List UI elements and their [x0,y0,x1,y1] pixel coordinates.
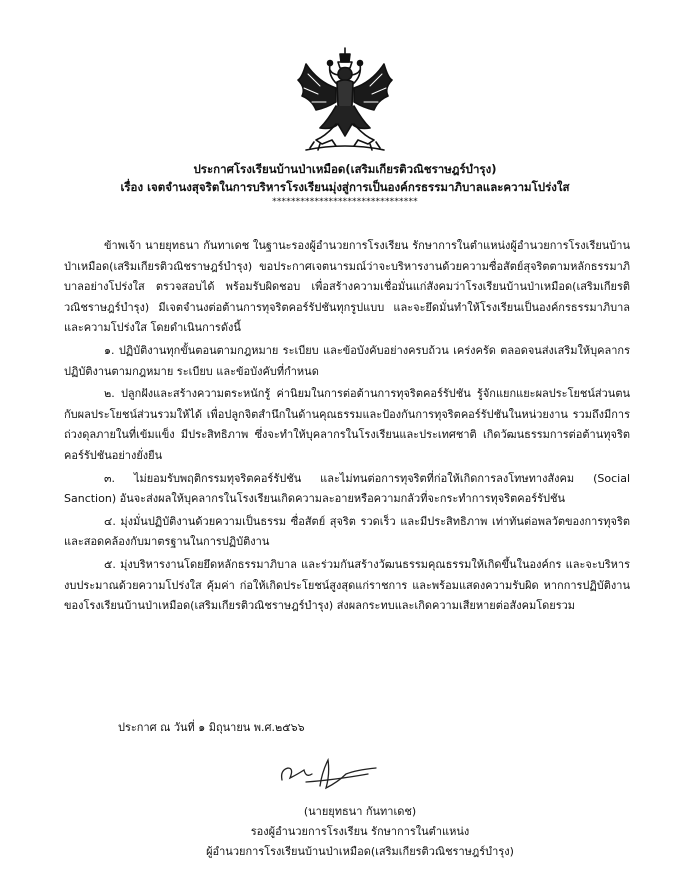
announcement-date: ประกาศ ณ วันที่ ๑ มิถุนายน พ.ศ.๒๕๖๖ [118,721,305,734]
signer-name: (นายยุทธนา กันทาเดช) [303,805,417,818]
signer-position: รองผู้อำนวยการโรงเรียน รักษาการในตำแหน่ง [250,825,470,838]
title-separator: ******************************* [272,197,418,207]
intro-paragraph: ข้าพเจ้า นายยุทธนา กันทาเดช ในฐานะรองผู้อำนวยการโรงเรียน รักษาการในตำแหน่งผู้อำนวยการโรงเรียนบ้านป่าเหมือด(เสริมเกียรติวณิชราษฎร์บำรุง) ขอประกาศเจตนารมณ์ว่าจะบริหารงานด้วยความซื่อสัตย์สุจริตตามหลักธรรมาภิบาลอย่างโปร่งใส ตรวจสอบได้ พร้อมรับผิดชอบ เพื่อสร้างความเชื่อมั่นแก่สังคมว่าโรงเรียนบ้านป่าเหมือด(เสริมเกียรติวณิชราษฎร์บำรุง) มีเจตจำนงต่อต้านการทุจริตคอร์รัปชันทุกรูปแบบ และจะยึดมั่นทำให้โรงเรียนเป็นองค์กรธรรมาภิบาลและความโปร่งใส โดยดำเนินการดังนี้ [64,239,630,335]
list-item: ๑. ปฏิบัติงานทุกขั้นตอนตามกฎหมาย ระเบียบ และข้อบังคับอย่างครบถ้วน เคร่งครัด ตลอดจนส่งเสริมให้บุคลากรปฏิบัติงานตามกฎหมาย ระเบียบ และข้อบังคับที่กำหนด [64,343,630,378]
list-item: ๒. ปลูกฝังและสร้างความตระหนักรู้ ค่านิยมในการต่อต้านการทุจริตคอร์รัปชัน รู้จักแยกแยะผลประโยชน์ส่วนตนกับผลประโยชน์ส่วนรวมให้ได้ เพื่อปลูกจิตสำนึกในด้านคุณธรรมและป้องกันการทุจริตคอร์รัปชันในหน่วยงาน รวมถึงมีการถ่วงดุลภายในที่เข้มแข็ง มีประสิทธิภาพ ซึ่งจะทำให้บุคลากรในโรงเรียนและประเทศชาติ เกิดวัฒนธรรมการต่อต้านทุจริตคอร์รัปชันอย่างยั่งยืน [64,387,630,462]
garuda-emblem-icon [292,44,398,156]
document-subject: เรื่อง เจตจำนงสุจริตในการบริหารโรงเรียนมุ่งสู่การเป็นองค์กรธรรมาภิบาลและความโปร่งใส [120,180,570,194]
document-title: ประกาศโรงเรียนบ้านป่าเหมือด(เสริมเกียรติวณิชราษฎร์บำรุง) [193,162,497,176]
handwritten-signature-icon [276,752,386,792]
title-block [40,160,650,208]
list-item: ๔. มุ่งมั่นปฏิบัติงานด้วยความเป็นธรรม ซื่อสัตย์ สุจริต รวดเร็ว และมีประสิทธิภาพ เท่าทันต่อพลวัตของการทุจริตและสอดคล้องกับมาตรฐานในการปฏิบัติงาน [64,514,630,549]
document-body [64,236,630,619]
signer-position-2: ผู้อำนวยการโรงเรียนบ้านป่าเหมือด(เสริมเกียรติวณิชราษฎร์บำรุง) [206,845,514,858]
list-item: ๓. ไม่ยอมรับพฤติกรรมทุจริตคอร์รัปชัน และไม่ทนต่อการทุจริตที่ก่อให้เกิดการลงโทษทางสังคม (Social Sanction) อันจะส่งผลให้บุคลากรในโรงเรียนเกิดความละอายหรือความกลัวที่จะกระทำการทุจริตคอร์รัปชัน [64,471,630,506]
list-item: ๕. มุ่งบริหารงานโดยยึดหลักธรรมาภิบาล และร่วมกันสร้างวัฒนธรรมคุณธรรมให้เกิดขึ้นในองค์กร และจะบริหารงบประมาณด้วยความโปร่งใส คุ้มค่า ก่อให้เกิดประโยชน์สูงสุดแก่ราชการ และพร้อมแสดงความรับผิด หากการปฏิบัติงานของโรงเรียนบ้านป่าเหมือด(เสริมเกียรติวณิชราษฎร์บำรุง) ส่งผลกระทบและเกิดความเสียหายต่อสังคมโดยรวม [64,557,630,613]
signer-block [160,802,560,862]
